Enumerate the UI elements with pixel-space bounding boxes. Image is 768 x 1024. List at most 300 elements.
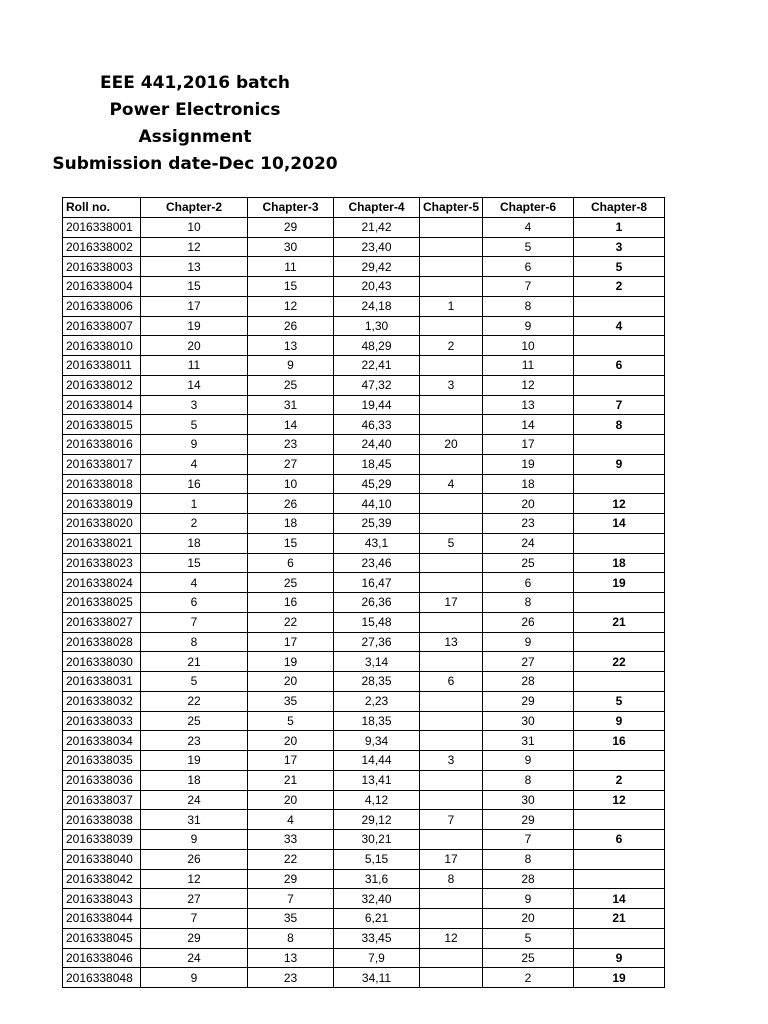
chapter-4-cell: 47,32 [334,375,420,395]
chapter-5-cell [420,830,483,850]
chapter-8-cell [574,296,665,316]
chapter-6-cell: 17 [483,435,574,455]
chapter-5-cell [420,691,483,711]
chapter-4-cell: 21,42 [334,217,420,237]
chapter-8-cell: 22 [574,652,665,672]
table-row [63,909,665,929]
chapter-4-cell: 25,39 [334,514,420,534]
chapter-2-cell: 22 [141,691,248,711]
chapter-6-cell: 18 [483,474,574,494]
roll-no-cell: 2016338011 [63,356,141,376]
chapter-2-cell: 12 [141,237,248,257]
chapter-3-cell: 15 [248,277,334,297]
chapter-2-cell: 25 [141,711,248,731]
chapter-6-cell: 29 [483,691,574,711]
chapter-6-cell: 6 [483,573,574,593]
chapter-3-cell: 4 [248,810,334,830]
chapter-6-cell: 30 [483,790,574,810]
chapter-5-cell [420,316,483,336]
chapter-4-cell: 30,21 [334,830,420,850]
chapter-8-cell [574,435,665,455]
table-row [63,474,665,494]
table-row [63,415,665,435]
roll-no-cell: 2016338044 [63,909,141,929]
table-row [63,948,665,968]
roll-no-cell: 2016338034 [63,731,141,751]
chapter-4-cell: 24,18 [334,296,420,316]
chapter-6-cell: 24 [483,533,574,553]
chapter-6-cell: 14 [483,415,574,435]
chapter-4-cell: 45,29 [334,474,420,494]
chapter-3-cell: 33 [248,830,334,850]
document-title [40,70,350,178]
chapter-6-cell: 9 [483,632,574,652]
chapter-4-cell: 23,46 [334,553,420,573]
chapter-8-cell: 6 [574,830,665,850]
roll-no-cell: 2016338020 [63,514,141,534]
chapter-5-cell [420,237,483,257]
table-row [63,652,665,672]
table-row [63,968,665,988]
chapter-2-cell: 14 [141,375,248,395]
chapter-2-cell: 9 [141,968,248,988]
roll-no-cell: 2016338018 [63,474,141,494]
chapter-5-cell: 1 [420,296,483,316]
chapter-6-cell: 13 [483,395,574,415]
chapter-3-cell: 5 [248,711,334,731]
chapter-4-cell: 20,43 [334,277,420,297]
chapter-6-cell: 28 [483,869,574,889]
chapter-4-cell: 24,40 [334,435,420,455]
table-row [63,632,665,652]
chapter-5-cell [420,514,483,534]
chapter-3-cell: 17 [248,632,334,652]
chapter-5-cell [420,257,483,277]
roll-no-cell: 2016338046 [63,948,141,968]
roll-no-cell: 2016338040 [63,849,141,869]
table-row [63,277,665,297]
column-header-chapter-2: Chapter-2 [141,198,248,218]
chapter-4-cell: 3,14 [334,652,420,672]
table-row [63,237,665,257]
roll-no-cell: 2016338023 [63,553,141,573]
chapter-3-cell: 35 [248,909,334,929]
chapter-2-cell: 9 [141,830,248,850]
chapter-6-cell: 8 [483,849,574,869]
chapter-2-cell: 19 [141,751,248,771]
submission-date-line: Submission date-Dec 10,2020 [52,154,338,174]
chapter-8-cell: 18 [574,553,665,573]
chapter-3-cell: 31 [248,395,334,415]
chapter-2-cell: 24 [141,790,248,810]
chapter-6-cell: 30 [483,711,574,731]
chapter-2-cell: 24 [141,948,248,968]
chapter-3-cell: 12 [248,296,334,316]
chapter-2-cell: 7 [141,612,248,632]
table-row [63,573,665,593]
chapter-6-cell: 20 [483,909,574,929]
chapter-3-cell: 15 [248,533,334,553]
chapter-4-cell: 34,11 [334,968,420,988]
chapter-8-cell: 5 [574,257,665,277]
table-row [63,672,665,692]
roll-no-cell: 2016338014 [63,395,141,415]
roll-no-cell: 2016338021 [63,533,141,553]
chapter-5-cell [420,356,483,376]
chapter-5-cell: 17 [420,849,483,869]
chapter-8-cell: 9 [574,948,665,968]
chapter-8-cell: 5 [574,691,665,711]
chapter-5-cell: 6 [420,672,483,692]
roll-no-cell: 2016338043 [63,889,141,909]
chapter-8-cell: 9 [574,454,665,474]
roll-no-cell: 2016338004 [63,277,141,297]
chapter-8-cell: 4 [574,316,665,336]
chapter-2-cell: 20 [141,336,248,356]
table-row [63,790,665,810]
subject-line: Power Electronics [109,100,281,120]
table-row [63,356,665,376]
table-row [63,830,665,850]
chapter-4-cell: 27,36 [334,632,420,652]
chapter-3-cell: 20 [248,731,334,751]
chapter-6-cell: 20 [483,494,574,514]
chapter-3-cell: 21 [248,770,334,790]
chapter-6-cell: 8 [483,296,574,316]
roll-no-cell: 2016338045 [63,928,141,948]
chapter-2-cell: 6 [141,593,248,613]
chapter-4-cell: 16,47 [334,573,420,593]
chapter-8-cell: 14 [574,514,665,534]
chapter-6-cell: 29 [483,810,574,830]
table-row [63,593,665,613]
chapter-3-cell: 19 [248,652,334,672]
chapter-8-cell: 16 [574,731,665,751]
roll-no-cell: 2016338012 [63,375,141,395]
chapter-3-cell: 26 [248,316,334,336]
chapter-6-cell: 11 [483,356,574,376]
roll-no-cell: 2016338028 [63,632,141,652]
chapter-6-cell: 7 [483,830,574,850]
chapter-5-cell: 7 [420,810,483,830]
table-body [63,217,665,987]
chapter-3-cell: 7 [248,889,334,909]
chapter-3-cell: 9 [248,356,334,376]
roll-no-cell: 2016338037 [63,790,141,810]
chapter-3-cell: 8 [248,928,334,948]
chapter-5-cell [420,277,483,297]
table-row [63,514,665,534]
assignment-line: Assignment [138,127,252,147]
column-header-chapter-3: Chapter-3 [248,198,334,218]
chapter-8-cell: 21 [574,612,665,632]
chapter-5-cell: 13 [420,632,483,652]
chapter-6-cell: 9 [483,889,574,909]
chapter-8-cell: 9 [574,711,665,731]
chapter-2-cell: 26 [141,849,248,869]
chapter-3-cell: 20 [248,672,334,692]
chapter-4-cell: 18,45 [334,454,420,474]
chapter-6-cell: 4 [483,217,574,237]
chapter-2-cell: 31 [141,810,248,830]
chapter-6-cell: 25 [483,553,574,573]
chapter-8-cell [574,751,665,771]
chapter-4-cell: 15,48 [334,612,420,632]
chapter-2-cell: 21 [141,652,248,672]
chapter-5-cell: 12 [420,928,483,948]
chapter-6-cell: 26 [483,612,574,632]
roll-no-cell: 2016338031 [63,672,141,692]
chapter-2-cell: 15 [141,277,248,297]
chapter-3-cell: 10 [248,474,334,494]
chapter-6-cell: 8 [483,593,574,613]
chapter-4-cell: 2,23 [334,691,420,711]
column-header-chapter-8: Chapter-8 [574,198,665,218]
chapter-3-cell: 26 [248,494,334,514]
chapter-5-cell [420,790,483,810]
chapter-5-cell: 2 [420,336,483,356]
chapter-3-cell: 20 [248,790,334,810]
table-row [63,494,665,514]
chapter-2-cell: 23 [141,731,248,751]
chapter-3-cell: 25 [248,573,334,593]
chapter-4-cell: 43,1 [334,533,420,553]
roll-no-cell: 2016338010 [63,336,141,356]
chapter-4-cell: 23,40 [334,237,420,257]
roll-no-cell: 2016338039 [63,830,141,850]
chapter-8-cell [574,928,665,948]
chapter-2-cell: 18 [141,533,248,553]
chapter-5-cell [420,395,483,415]
chapter-8-cell [574,533,665,553]
chapter-5-cell [420,454,483,474]
chapter-4-cell: 13,41 [334,770,420,790]
chapter-4-cell: 1,30 [334,316,420,336]
chapter-5-cell [420,909,483,929]
chapter-3-cell: 23 [248,968,334,988]
chapter-8-cell [574,336,665,356]
chapter-8-cell: 21 [574,909,665,929]
chapter-5-cell: 8 [420,869,483,889]
roll-no-cell: 2016338038 [63,810,141,830]
chapter-2-cell: 16 [141,474,248,494]
chapter-3-cell: 17 [248,751,334,771]
chapter-5-cell [420,731,483,751]
chapter-6-cell: 5 [483,237,574,257]
chapter-2-cell: 9 [141,435,248,455]
chapter-4-cell: 7,9 [334,948,420,968]
chapter-3-cell: 18 [248,514,334,534]
chapter-8-cell [574,810,665,830]
table-row [63,533,665,553]
chapter-8-cell: 12 [574,494,665,514]
chapter-6-cell: 5 [483,928,574,948]
chapter-3-cell: 23 [248,435,334,455]
chapter-5-cell [420,494,483,514]
roll-no-cell: 2016338032 [63,691,141,711]
roll-no-cell: 2016338025 [63,593,141,613]
table-row [63,751,665,771]
roll-no-cell: 2016338007 [63,316,141,336]
table-row [63,435,665,455]
chapter-3-cell: 11 [248,257,334,277]
table-row [63,810,665,830]
chapter-5-cell [420,889,483,909]
chapter-3-cell: 29 [248,869,334,889]
chapter-8-cell [574,474,665,494]
table-row [63,691,665,711]
chapter-8-cell [574,632,665,652]
chapter-4-cell: 26,36 [334,593,420,613]
chapter-4-cell: 4,12 [334,790,420,810]
roll-no-cell: 2016338027 [63,612,141,632]
chapter-4-cell: 9,34 [334,731,420,751]
chapter-4-cell: 14,44 [334,751,420,771]
chapter-5-cell [420,553,483,573]
chapter-2-cell: 1 [141,494,248,514]
chapter-6-cell: 9 [483,751,574,771]
column-header-chapter-4: Chapter-4 [334,198,420,218]
chapter-6-cell: 19 [483,454,574,474]
chapter-8-cell: 14 [574,889,665,909]
roll-no-cell: 2016338048 [63,968,141,988]
chapter-4-cell: 29,42 [334,257,420,277]
roll-no-cell: 2016338036 [63,770,141,790]
chapter-6-cell: 2 [483,968,574,988]
roll-no-cell: 2016338001 [63,217,141,237]
chapter-5-cell: 3 [420,751,483,771]
chapter-4-cell: 6,21 [334,909,420,929]
chapter-2-cell: 10 [141,217,248,237]
chapter-8-cell: 8 [574,415,665,435]
table-row [63,217,665,237]
chapter-8-cell: 6 [574,356,665,376]
table-row [63,336,665,356]
chapter-4-cell: 5,15 [334,849,420,869]
chapter-8-cell [574,593,665,613]
roll-no-cell: 2016338017 [63,454,141,474]
chapter-2-cell: 4 [141,454,248,474]
roll-no-cell: 2016338030 [63,652,141,672]
roll-no-cell: 2016338019 [63,494,141,514]
chapter-2-cell: 13 [141,257,248,277]
chapter-4-cell: 32,40 [334,889,420,909]
chapter-5-cell [420,415,483,435]
chapter-2-cell: 5 [141,415,248,435]
chapter-2-cell: 12 [141,869,248,889]
table-row [63,612,665,632]
chapter-6-cell: 6 [483,257,574,277]
chapter-2-cell: 4 [141,573,248,593]
chapter-8-cell: 3 [574,237,665,257]
chapter-2-cell: 27 [141,889,248,909]
chapter-8-cell [574,849,665,869]
chapter-5-cell: 5 [420,533,483,553]
chapter-5-cell [420,573,483,593]
chapter-3-cell: 13 [248,336,334,356]
chapter-5-cell [420,770,483,790]
chapter-8-cell: 12 [574,790,665,810]
column-header-roll: Roll no. [63,198,141,218]
roll-no-cell: 2016338016 [63,435,141,455]
table-row [63,454,665,474]
chapter-2-cell: 2 [141,514,248,534]
table-row [63,296,665,316]
roll-no-cell: 2016338015 [63,415,141,435]
chapter-3-cell: 27 [248,454,334,474]
chapter-3-cell: 16 [248,593,334,613]
chapter-5-cell: 17 [420,593,483,613]
chapter-6-cell: 7 [483,277,574,297]
table-row [63,375,665,395]
chapter-2-cell: 8 [141,632,248,652]
chapter-3-cell: 6 [248,553,334,573]
chapter-8-cell: 19 [574,573,665,593]
chapter-6-cell: 8 [483,770,574,790]
chapter-3-cell: 25 [248,375,334,395]
course-line: EEE 441,2016 batch [100,73,290,93]
chapter-3-cell: 30 [248,237,334,257]
table-row [63,553,665,573]
chapter-6-cell: 12 [483,375,574,395]
table-row [63,395,665,415]
chapter-4-cell: 48,29 [334,336,420,356]
table-row [63,869,665,889]
chapter-2-cell: 11 [141,356,248,376]
chapter-4-cell: 22,41 [334,356,420,376]
chapter-8-cell [574,869,665,889]
table-row [63,889,665,909]
chapter-5-cell [420,217,483,237]
chapter-3-cell: 22 [248,849,334,869]
chapter-4-cell: 29,12 [334,810,420,830]
table-row [63,257,665,277]
chapter-2-cell: 17 [141,296,248,316]
chapter-6-cell: 28 [483,672,574,692]
chapter-8-cell: 1 [574,217,665,237]
roll-no-cell: 2016338006 [63,296,141,316]
chapter-8-cell: 7 [574,395,665,415]
chapter-4-cell: 44,10 [334,494,420,514]
table-row [63,731,665,751]
chapter-8-cell [574,672,665,692]
table-row [63,849,665,869]
chapter-4-cell: 46,33 [334,415,420,435]
chapter-2-cell: 18 [141,770,248,790]
chapter-6-cell: 27 [483,652,574,672]
roll-no-cell: 2016338002 [63,237,141,257]
chapter-6-cell: 31 [483,731,574,751]
chapter-5-cell [420,612,483,632]
chapter-3-cell: 13 [248,948,334,968]
chapter-3-cell: 14 [248,415,334,435]
chapter-8-cell: 19 [574,968,665,988]
chapter-8-cell: 2 [574,277,665,297]
chapter-2-cell: 15 [141,553,248,573]
chapter-4-cell: 28,35 [334,672,420,692]
roll-no-cell: 2016338033 [63,711,141,731]
chapter-2-cell: 29 [141,928,248,948]
chapter-8-cell [574,375,665,395]
chapter-3-cell: 35 [248,691,334,711]
chapter-2-cell: 3 [141,395,248,415]
chapter-5-cell: 3 [420,375,483,395]
chapter-8-cell: 2 [574,770,665,790]
table-row [63,928,665,948]
chapter-6-cell: 9 [483,316,574,336]
chapter-2-cell: 5 [141,672,248,692]
chapter-6-cell: 10 [483,336,574,356]
